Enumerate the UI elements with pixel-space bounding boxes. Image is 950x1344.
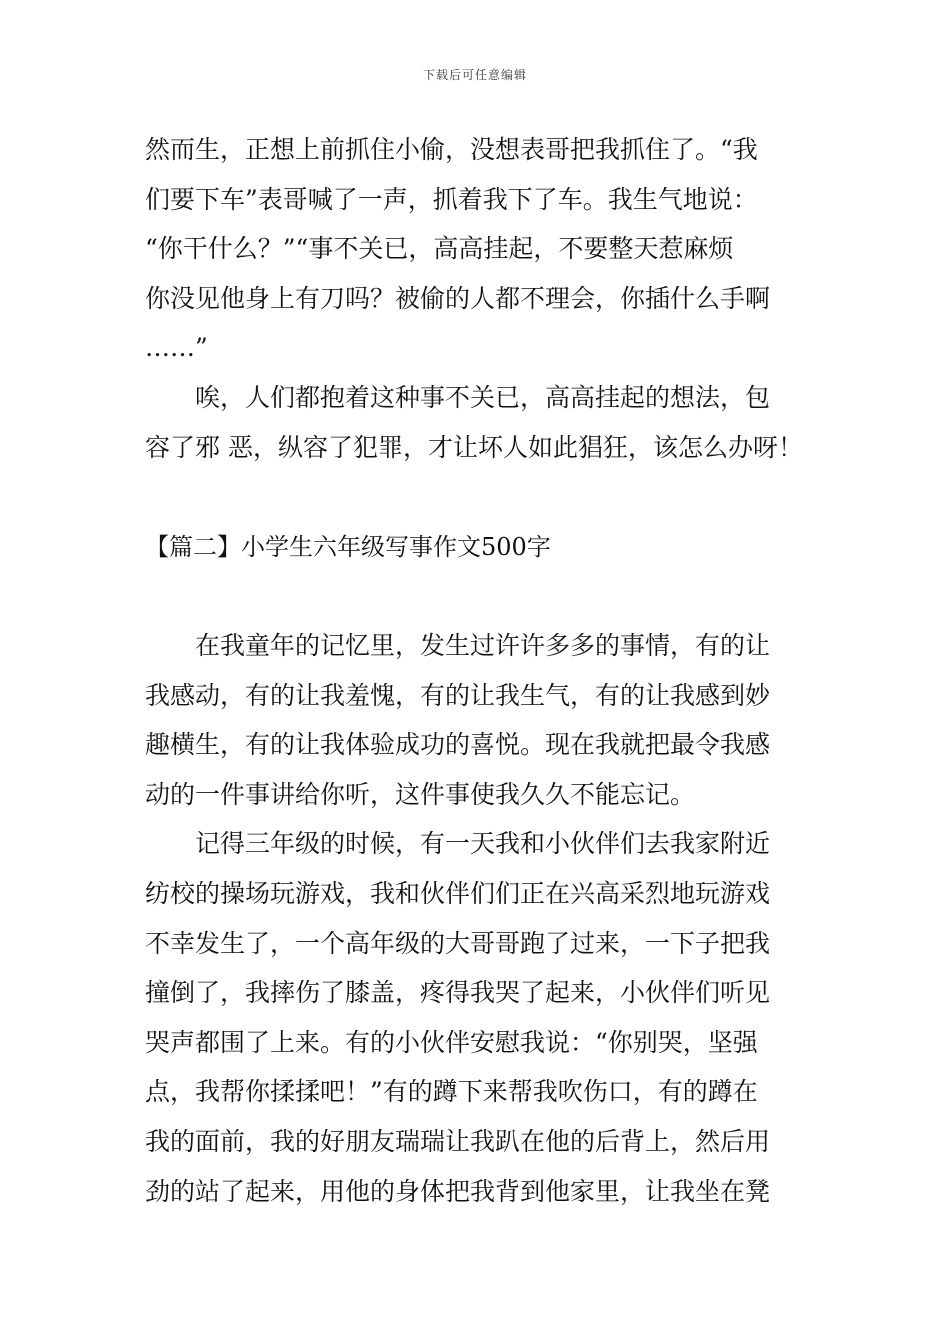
- text-line: 劲的站了起来，用他的身体把我背到他家里，让我坐在凳: [145, 1177, 771, 1206]
- text-line: 唉，人们都抱着这种事不关已，高高挂起的想法，包: [145, 383, 771, 412]
- text-line: “你干什么？”“事不关已，高高挂起，不要整天惹麻烦: [145, 234, 734, 263]
- text-line: 不幸发生了，一个高年级的大哥哥跑了过来，一下子把我: [145, 929, 771, 958]
- page-header-note: 下载后可任意编辑: [422, 68, 527, 82]
- text-line: 我的面前，我的好朋友瑞瑞让我趴在他的后背上，然后用: [145, 1127, 771, 1156]
- text-line: 点，我帮你揉揉吧！”有的蹲下来帮我吹伤口，有的蹲在: [145, 1077, 758, 1106]
- text-line: 在我童年的记忆里，发生过许许多多的事情，有的让: [145, 631, 771, 660]
- text-line: 记得三年级的时候，有一天我和小伙伴们去我家附近: [145, 829, 771, 858]
- text-line: 纺校的操场玩游戏，我和伙伴们们正在兴高采烈地玩游戏: [145, 879, 771, 908]
- text-line: 动的一件事讲给你听，这件事使我久久不能忘记。: [145, 780, 696, 809]
- text-line: 容了邪 恶，纵容了犯罪，才让坏人如此猖狂，该怎么办呀！: [145, 433, 803, 462]
- text-line: 们要下车”表哥喊了一声，抓着我下了车。我生气地说：: [145, 185, 758, 214]
- text-line: ……”: [145, 333, 208, 362]
- text-line: 趣横生，有的让我体验成功的喜悦。现在我就把最令我感: [145, 730, 771, 759]
- text-line: 你没见他身上有刀吗？被偷的人都不理会，你插什么手啊: [145, 284, 771, 313]
- text-line: 哭声都围了上来。有的小伙伴安慰我说：“你别哭，坚强: [145, 1028, 758, 1057]
- text-line: 我感动，有的让我羞愧，有的让我生气，有的让我感到妙: [145, 681, 771, 710]
- text-line: 然而生，正想上前抓住小偷，没想表哥把我抓住了。“我: [145, 135, 758, 164]
- text-line: 撞倒了，我摔伤了膝盖，疼得我哭了起来，小伙伴们听见: [145, 978, 771, 1007]
- section-heading: 【篇二】小学生六年级写事作文500字: [145, 533, 551, 561]
